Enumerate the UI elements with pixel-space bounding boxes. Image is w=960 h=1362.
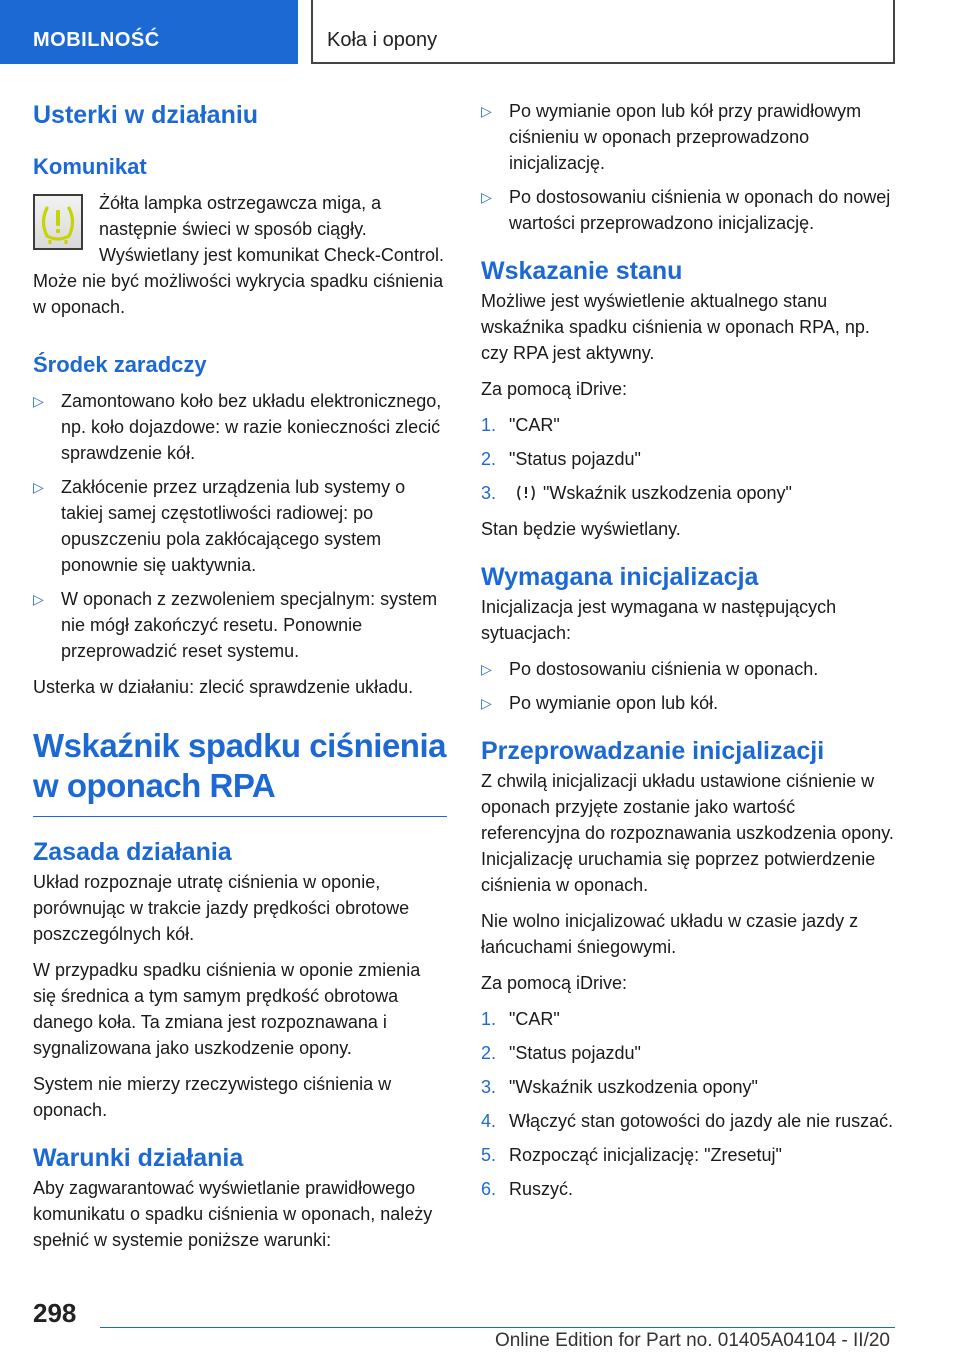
list-item: ▷ W oponach z zezwoleniem specjalnym: system nie mógł zakończyć resetu. Ponownie przeprowadzić reset systemu.: [33, 586, 447, 664]
remedy-after-text: Usterka w działaniu: zlecić sprawdzenie układu.: [33, 677, 414, 697]
tire-pressure-mini-icon: [515, 483, 537, 501]
heading-main: Wskaźnik spadku ciśnienia w oponach RPA: [33, 727, 446, 804]
perform-steps: [481, 1006, 895, 1202]
remedy-list: [33, 388, 447, 664]
list-item: 5. Rozpocząć inicjalizację: "Zresetuj": [481, 1145, 782, 1165]
header-section-label: MOBILNOŚĆ: [33, 29, 160, 51]
heading-message: Komunikat: [33, 154, 147, 179]
heading-divider: [33, 816, 447, 817]
list-item: 2. "Status pojazdu": [481, 1043, 641, 1063]
header-chapter-tab: [311, 0, 895, 64]
list-item: ▷ Zamontowano koło bez układu elektronicznego, np. koło dojazdowe: w razie konieczności zlecić sprawdzenie kół.: [33, 388, 447, 466]
header-chapter-label: Koła i opony: [327, 29, 438, 51]
status-steps: [481, 412, 895, 506]
heading-status: Wskazanie stanu: [481, 257, 683, 285]
list-item: 1. "CAR": [481, 415, 560, 435]
list-item: 3. "Wskaźnik uszkodzenia opony": [481, 483, 792, 503]
right-column: [481, 98, 895, 1212]
footer-divider: [100, 1327, 895, 1328]
principle-p3: System nie mierzy rzeczywistego ciśnienia w oponach.: [33, 1074, 392, 1120]
triangle-right-icon: ▷: [481, 661, 492, 677]
required-p1: Inicjalizacja jest wymagana w następujących sytuacjach:: [481, 597, 837, 643]
list-item: 2. "Status pojazdu": [481, 449, 641, 469]
principle-p2: W przypadku spadku ciśnienia w oponie zmienia się średnica a tym samym prędkość obrotowa danego koła. Ta zmiana jest rozpoznawana i sygnalizowana jako uszkodzenie opony.: [33, 960, 421, 1058]
status-p1: Możliwe jest wyświetlenie aktualnego stanu wskaźnika spadku ciśnienia w oponach RPA, np. czy RPA jest aktywny.: [481, 291, 870, 363]
heading-remedy: Środek zaradczy: [33, 352, 207, 377]
list-item: ▷ Po wymianie opon lub kół.: [481, 690, 895, 716]
heading-principle: Zasada działania: [33, 838, 232, 866]
heading-conditions: Warunki działania: [33, 1144, 244, 1172]
header-section-tab: [0, 0, 298, 64]
list-item: ▷ Po dostosowaniu ciśnienia w oponach.: [481, 656, 895, 682]
perform-p1: Z chwilą inicjalizacji układu ustawione ciśnienie w oponach przyjęte zostanie jako wartość referencyjna do rozpoznawania uszkodzenia opony. Inicjalizację uruchamia się poprzez potwierdzenie ciśnienia w oponach.: [481, 771, 894, 895]
triangle-right-icon: ▷: [33, 393, 44, 409]
message-block: [33, 190, 447, 320]
heading-perform: Przeprowadzanie inicjalizacji: [481, 737, 825, 765]
conditions-list: [481, 98, 895, 236]
perform-p3: Za pomocą iDrive:: [481, 973, 628, 993]
page-number: 298: [33, 1298, 77, 1328]
heading-faults: Usterki w działaniu: [33, 101, 259, 129]
list-item: 3. "Wskaźnik uszkodzenia opony": [481, 1077, 758, 1097]
list-item: 1. "CAR": [481, 1009, 560, 1029]
triangle-right-icon: ▷: [33, 479, 44, 495]
list-item: ▷ Po dostosowaniu ciśnienia w oponach do nowej wartości przeprowadzono inicjalizację.: [481, 184, 895, 236]
required-list: [481, 656, 895, 716]
triangle-right-icon: ▷: [481, 189, 492, 205]
heading-required: Wymagana inicjalizacja: [481, 563, 759, 591]
status-p2: Za pomocą iDrive:: [481, 379, 628, 399]
conditions-p1: Aby zagwarantować wyświetlanie prawidłowego komunikatu o spadku ciśnienia w oponach, należy spełnić w systemie poniższe warunki:: [33, 1178, 433, 1250]
list-item: 4. Włączyć stan gotowości do jazdy ale nie ruszać.: [481, 1111, 894, 1131]
triangle-right-icon: ▷: [481, 103, 492, 119]
list-item: ▷ Po wymianie opon lub kół przy prawidłowym ciśnieniu w oponach przeprowadzono inicjalizację.: [481, 98, 895, 176]
triangle-right-icon: ▷: [481, 695, 492, 711]
perform-p2: Nie wolno inicjalizować układu w czasie jazdy z łańcuchami śniegowymi.: [481, 911, 859, 957]
left-column: [33, 98, 447, 1263]
principle-p1: Układ rozpoznaje utratę ciśnienia w oponie, porównując w trakcie jazdy prędkości obrotowe poszczególnych kół.: [33, 872, 410, 944]
triangle-right-icon: ▷: [33, 591, 44, 607]
footer-edition: Online Edition for Part no. 01405A04104 - II/20: [494, 1330, 890, 1351]
status-after: Stan będzie wyświetlany.: [481, 519, 681, 539]
tire-pressure-warning-icon: [33, 194, 83, 250]
message-text: Żółta lampka ostrzegawcza miga, a następnie świeci w sposób ciągły. Wyświetlany jest komunikat Check-Control. Może nie być możliwości wykrycia spadku ciśnienia w oponach.: [33, 193, 444, 317]
list-item: 6. Ruszyć.: [481, 1179, 574, 1199]
list-item: ▷ Zakłócenie przez urządzenia lub systemy o takiej samej częstotliwości radiowej: po opuszczeniu pola zakłócającego system ponownie się uaktywnia.: [33, 474, 447, 578]
